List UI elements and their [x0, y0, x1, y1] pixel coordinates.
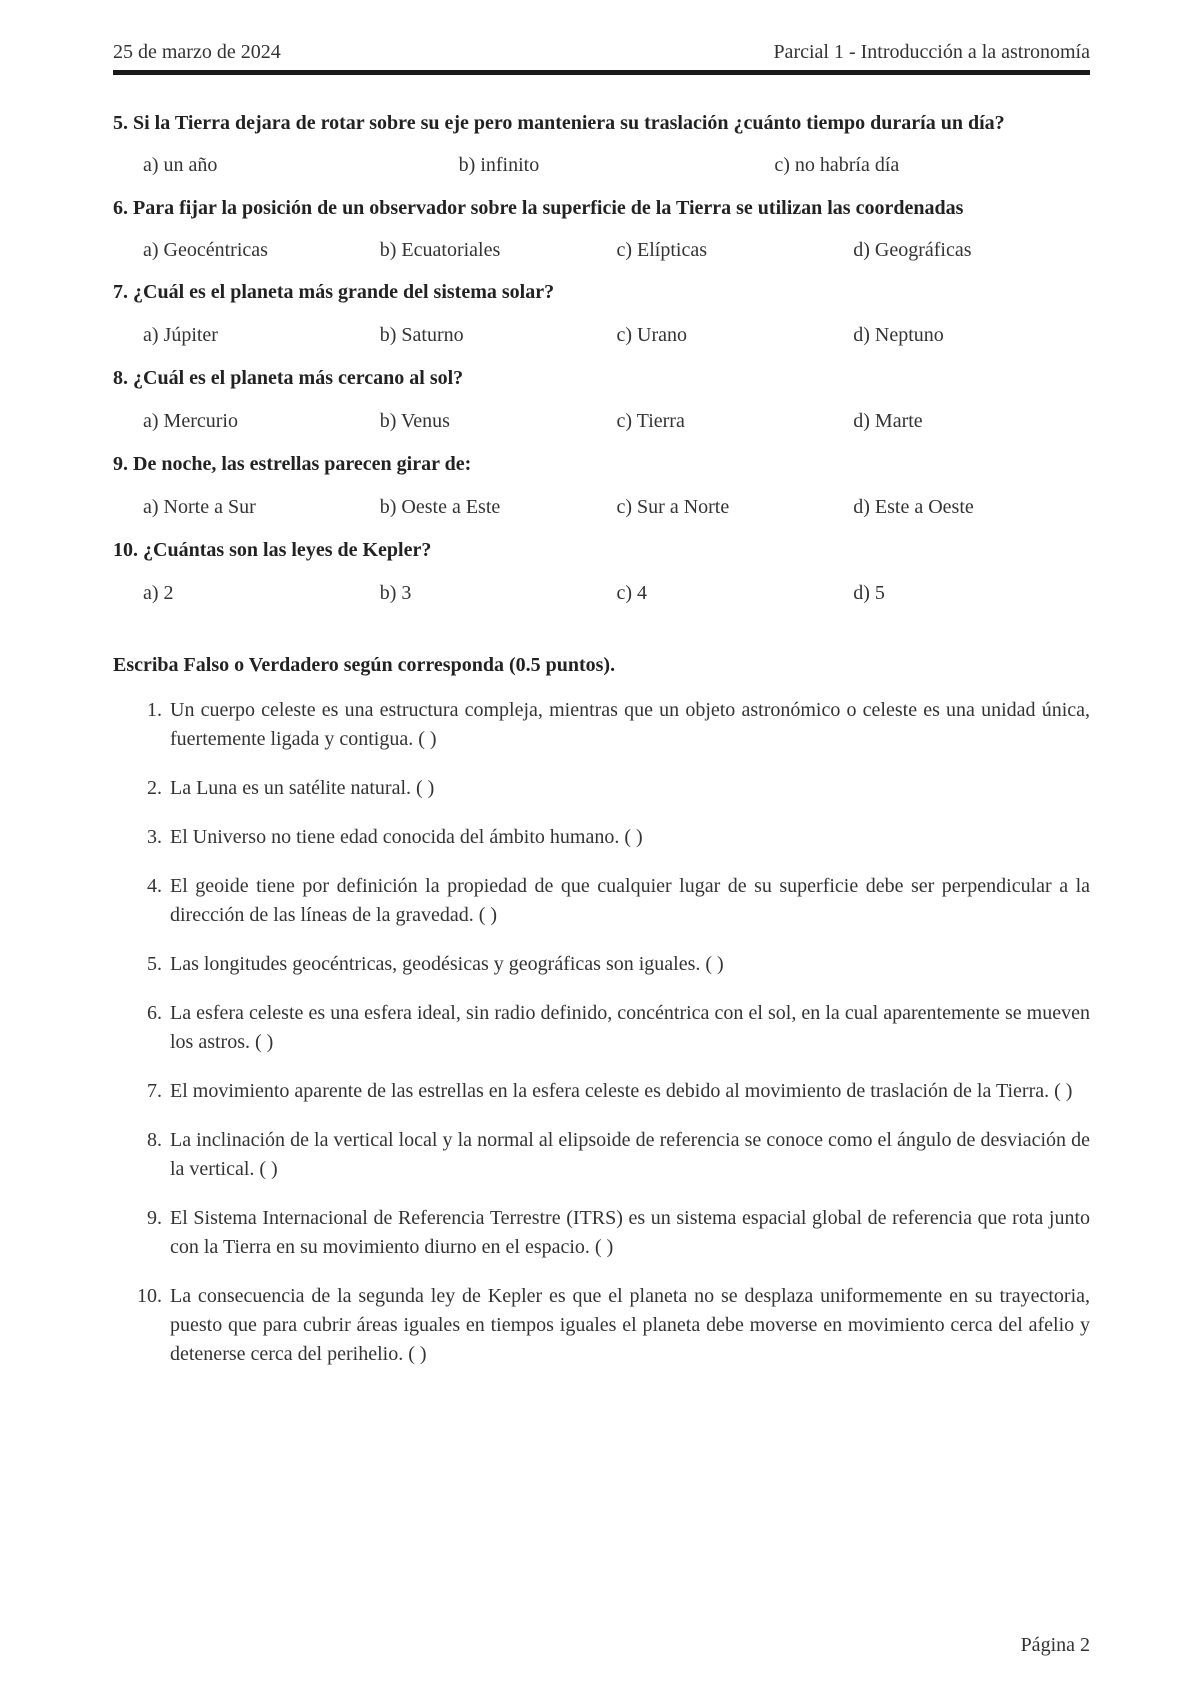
question-6: [113, 194, 1090, 264]
item-number: 5.: [147, 953, 162, 975]
question-title: 10. ¿Cuántas son las leyes de Kepler?: [113, 539, 432, 561]
option-d: d) Neptuno: [853, 324, 944, 346]
question-options: [113, 579, 1090, 607]
option-c: c) no habría día: [774, 154, 900, 176]
true-false-list: [113, 696, 1090, 1369]
option-a: a) Norte a Sur: [143, 496, 256, 518]
question-options: [113, 493, 1090, 521]
item-statement: La inclinación de la vertical local y la normal al elipsoide de referencia se conoce como el ángulo de desviación de la vertical. ( ): [170, 1129, 1090, 1180]
list-item: [113, 774, 1090, 803]
question-title: 5. Si la Tierra dejara de rotar sobre su eje pero manteniera su traslación ¿cuánto tiempo duraría un día?: [113, 112, 1005, 134]
option-d: d) Este a Oeste: [853, 496, 974, 518]
question-title: 6. Para fijar la posición de un observador sobre la superficie de la Tierra se utilizan las coordenadas: [113, 197, 964, 219]
item-number: 8.: [147, 1129, 162, 1151]
item-statement: La Luna es un satélite natural. ( ): [170, 777, 435, 799]
list-item: [113, 1282, 1090, 1369]
item-number: 2.: [147, 777, 162, 799]
question-title: 8. ¿Cuál es el planeta más cercano al sol?: [113, 367, 464, 389]
option-a: a) Geocéntricas: [143, 239, 268, 261]
question-options: [113, 151, 1090, 179]
list-item: [113, 823, 1090, 852]
list-item: [113, 696, 1090, 754]
item-number: 4.: [147, 875, 162, 897]
exam-page: [113, 36, 1090, 1656]
page-header: [113, 36, 1090, 64]
question-8: [113, 364, 1090, 435]
option-d: d) 5: [853, 582, 885, 604]
item-number: 9.: [147, 1207, 162, 1229]
question-options: [113, 407, 1090, 435]
list-item: [113, 950, 1090, 979]
item-statement: Un cuerpo celeste es una estructura compleja, mientras que un objeto astronómico o celeste es una unidad única, fuertemente ligada y contigua. ( ): [170, 699, 1090, 750]
item-statement: El geoide tiene por definición la propiedad de que cualquier lugar de su superficie debe ser perpendicular a la dirección de las líneas de la gravedad. ( ): [170, 875, 1090, 926]
question-title: 7. ¿Cuál es el planeta más grande del sistema solar?: [113, 281, 555, 303]
header-rule: [113, 70, 1090, 75]
option-b: b) 3: [379, 582, 412, 604]
option-b: b) Saturno: [379, 324, 464, 346]
option-a: a) Mercurio: [143, 410, 238, 432]
item-number: 7.: [147, 1080, 162, 1102]
item-number: 1.: [147, 699, 162, 721]
item-number: 10.: [137, 1285, 162, 1307]
question-title: 9. De noche, las estrellas parecen girar de:: [113, 453, 472, 475]
option-b: b) Venus: [379, 410, 450, 432]
header-course: Parcial 1 - Introducción a la astronomía: [773, 41, 1090, 63]
item-statement: La consecuencia de la segunda ley de Kepler es que el planeta no se desplaza uniformemente en su trayectoria, puesto que para cubrir áreas iguales en tiempos iguales el planeta debe moverse en movimiento cerca del afelio y detenerse cerca del perihelio. ( ): [170, 1285, 1090, 1365]
list-item: [113, 1077, 1090, 1106]
option-c: c) 4: [616, 582, 648, 604]
item-number: 3.: [147, 826, 162, 848]
option-a: a) Júpiter: [143, 324, 218, 346]
option-a: a) un año: [143, 154, 218, 176]
question-7: [113, 278, 1090, 349]
question-5: [113, 109, 1090, 179]
option-d: d) Geográficas: [853, 239, 972, 261]
question-9: [113, 450, 1090, 521]
item-statement: El Universo no tiene edad conocida del ámbito humano. ( ): [170, 826, 643, 848]
list-item: [113, 1126, 1090, 1184]
item-statement: El movimiento aparente de las estrellas en la esfera celeste es debido al movimiento de traslación de la Tierra. ( ): [170, 1080, 1073, 1102]
option-b: b) infinito: [458, 154, 540, 176]
option-c: c) Tierra: [616, 410, 685, 432]
option-a: a) 2: [143, 582, 174, 604]
question-options: [113, 321, 1090, 349]
item-statement: La esfera celeste es una esfera ideal, sin radio definido, concéntrica con el sol, en la cual aparentemente se mueven los astros. ( ): [170, 1002, 1090, 1053]
option-d: d) Marte: [853, 410, 923, 432]
item-statement: El Sistema Internacional de Referencia Terrestre (ITRS) es un sistema espacial global de referencia que rota junto con la Tierra en su movimiento diurno en el espacio. ( ): [170, 1207, 1090, 1258]
list-item: [113, 1204, 1090, 1262]
page-number: Página 2: [1020, 1634, 1090, 1656]
true-false-section-title: Escriba Falso o Verdadero según corresponda (0.5 puntos).: [113, 654, 616, 676]
question-options: [113, 236, 1090, 264]
question-10: [113, 536, 1090, 607]
list-item: [113, 872, 1090, 930]
option-b: b) Oeste a Este: [379, 496, 501, 518]
option-c: c) Urano: [616, 324, 688, 346]
option-c: c) Elípticas: [616, 239, 708, 261]
header-date: 25 de marzo de 2024: [113, 41, 281, 63]
item-number: 6.: [147, 1002, 162, 1024]
option-b: b) Ecuatoriales: [379, 239, 501, 261]
list-item: [113, 999, 1090, 1057]
item-statement: Las longitudes geocéntricas, geodésicas y geográficas son iguales. ( ): [170, 953, 724, 975]
option-c: c) Sur a Norte: [616, 496, 730, 518]
